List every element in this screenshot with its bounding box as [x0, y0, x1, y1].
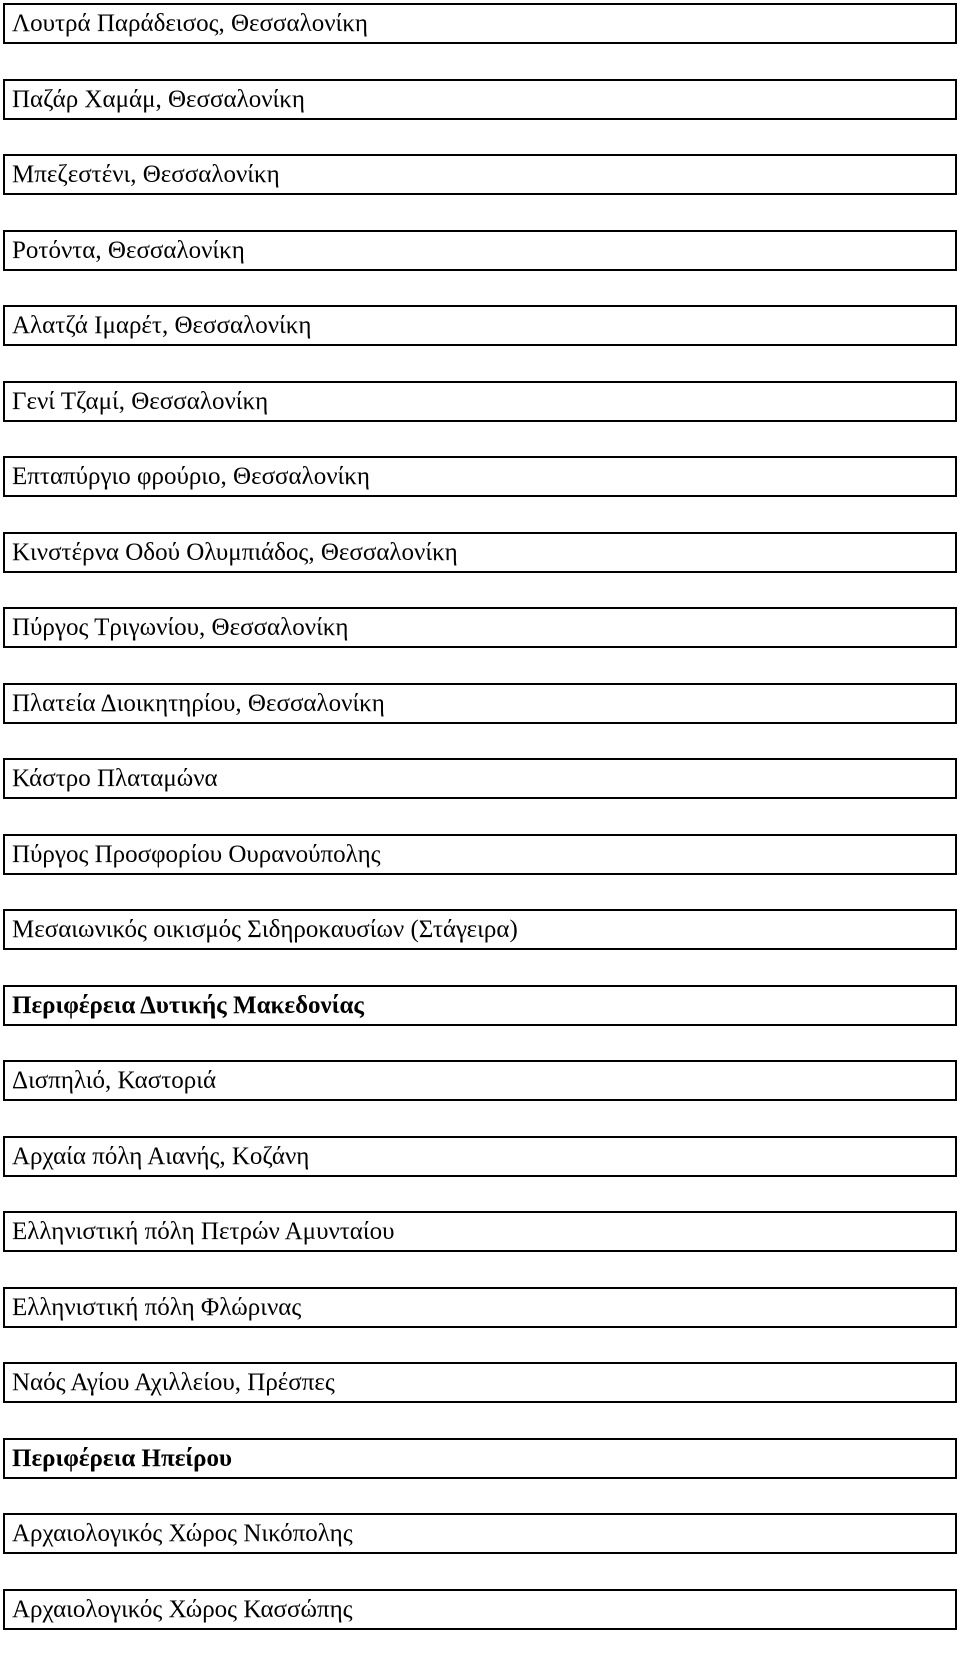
site-list	[3, 3, 957, 1664]
list-item: Επταπύργιο φρούριο, Θεσσαλονίκη	[3, 456, 957, 497]
list-item: Κάστρο Πλαταμώνα	[3, 758, 957, 799]
list-item: Ελληνιστική πόλη Φλώρινας	[3, 1287, 957, 1328]
list-item: Αρχαιολογικός Χώρος Κασσώπης	[3, 1589, 957, 1630]
list-item: Κινστέρνα Οδού Ολυμπιάδος, Θεσσαλονίκη	[3, 532, 957, 573]
list-item: Ελληνιστική πόλη Πετρών Αμυνταίου	[3, 1211, 957, 1252]
list-item: Πύργος Τριγωνίου, Θεσσαλονίκη	[3, 607, 957, 648]
list-item: Αρχαιολογικός Χώρος Νικόπολης	[3, 1513, 957, 1554]
list-item: Μεσαιωνικός οικισμός Σιδηροκαυσίων (Στάγειρα)	[3, 909, 957, 950]
list-item: Λουτρά Παράδεισος, Θεσσαλονίκη	[3, 3, 957, 44]
list-item: Μπεζεστένι, Θεσσαλονίκη	[3, 154, 957, 195]
list-item: Πλατεία Διοικητηρίου, Θεσσαλονίκη	[3, 683, 957, 724]
list-item: Γενί Τζαμί, Θεσσαλονίκη	[3, 381, 957, 422]
list-item: Ροτόντα, Θεσσαλονίκη	[3, 230, 957, 271]
list-item: Ναός Αγίου Αχιλλείου, Πρέσπες	[3, 1362, 957, 1403]
list-item: Πύργος Προσφορίου Ουρανούπολης	[3, 834, 957, 875]
list-item: Αρχαία πόλη Αιανής, Κοζάνη	[3, 1136, 957, 1177]
region-heading: Περιφέρεια Ηπείρου	[3, 1438, 957, 1479]
region-heading: Περιφέρεια Δυτικής Μακεδονίας	[3, 985, 957, 1026]
list-item: Δισπηλιό, Καστοριά	[3, 1060, 957, 1101]
list-item: Παζάρ Χαμάμ, Θεσσαλονίκη	[3, 79, 957, 120]
list-item: Αλατζά Ιμαρέτ, Θεσσαλονίκη	[3, 305, 957, 346]
